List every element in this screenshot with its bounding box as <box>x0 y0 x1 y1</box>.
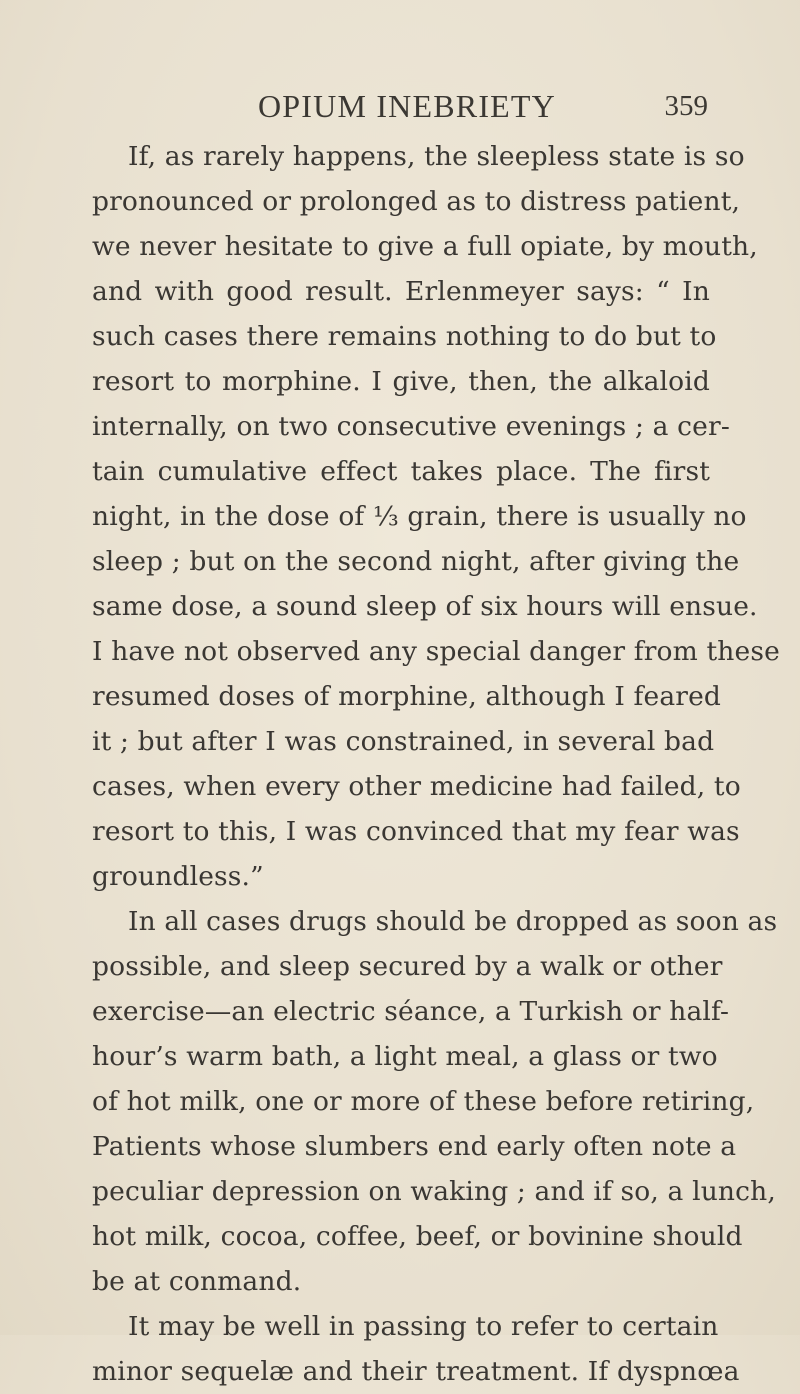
text-line: resumed doses of morphine, although I feared <box>92 681 722 712</box>
text-line: minor sequelæ and their treatment. If dyspnœa <box>92 1356 740 1387</box>
text-line: we never hesitate to give a full opiate, by mouth, <box>92 231 758 262</box>
text-line: tain cumulative effect takes place. The first <box>92 456 710 487</box>
page-number: 359 <box>664 90 708 122</box>
text-line: cases, when every other medicine had failed, to <box>92 771 741 802</box>
body-text <box>92 134 780 1394</box>
text-line: It may be well in passing to refer to certain <box>128 1311 719 1342</box>
text-line: it ; but after I was constrained, in several bad <box>92 726 715 757</box>
text-line: possible, and sleep secured by a walk or other <box>92 951 723 982</box>
text-line: Patients whose slumbers end early often note a <box>92 1131 737 1162</box>
text-line: exercise—an electric séance, a Turkish or half- <box>92 996 730 1027</box>
text-line: resort to this, I was convinced that my fear was <box>92 816 740 847</box>
running-head <box>0 88 800 128</box>
text-line: groundless.” <box>92 861 264 892</box>
text-line: pronounced or prolonged as to distress patient, <box>92 186 741 217</box>
text-line: sleep ; but on the second night, after giving the <box>92 546 740 577</box>
text-line: night, in the dose of ⅓ grain, there is usually no <box>92 501 747 532</box>
text-line: of hot milk, one or more of these before retiring, <box>92 1086 755 1117</box>
text-line: In all cases drugs should be dropped as soon as <box>128 906 778 937</box>
text-line: resort to morphine. I give, then, the alkaloid <box>92 366 710 397</box>
text-line: same dose, a sound sleep of six hours will ensue. <box>92 591 758 622</box>
text-line: internally, on two consecutive evenings ; a cer- <box>92 411 730 442</box>
text-line: hot milk, cocoa, coffee, beef, or bovinine should <box>92 1221 743 1252</box>
text-line: hour’s warm bath, a light meal, a glass or two <box>92 1041 718 1072</box>
text-line: If, as rarely happens, the sleepless state is so <box>128 141 745 172</box>
running-head-title: OPIUM INEBRIETY <box>258 88 556 124</box>
text-line: I have not observed any special danger from these <box>92 636 780 667</box>
text-line: be at conmand. <box>92 1266 302 1297</box>
text-line: such cases there remains nothing to do but to <box>92 321 717 352</box>
text-line: peculiar depression on waking ; and if so, a lunch, <box>92 1176 776 1207</box>
text-line: and with good result. Erlenmeyer says: “ In <box>92 276 710 307</box>
